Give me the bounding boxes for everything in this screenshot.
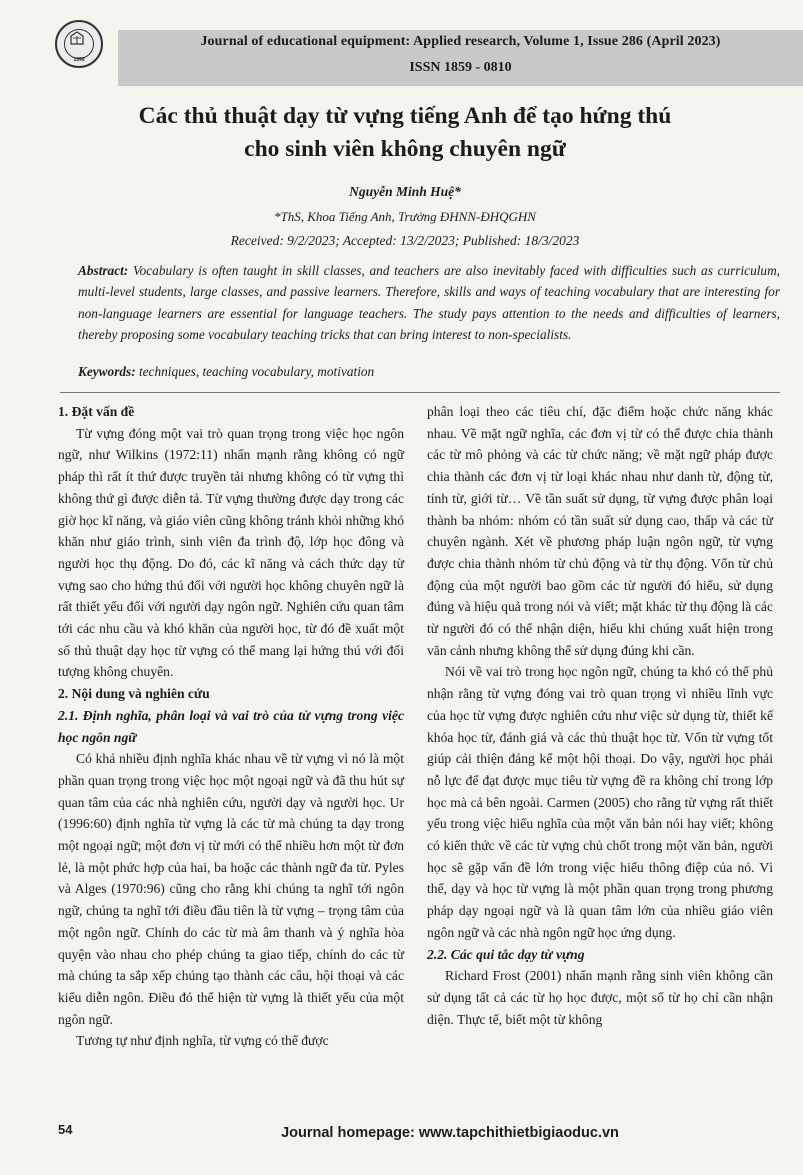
paragraph: Richard Frost (2001) nhấn mạnh rằng sinh viên không cần sử dụng tất cả các từ họ học được, một số từ họ chỉ cần nhận diện. Thực tế, biết một từ không [427, 968, 773, 1027]
keywords-text: techniques, teaching vocabulary, motivation [138, 364, 375, 379]
article-title [60, 100, 750, 166]
journal-info: Journal of educational equipment: Applied research, Volume 1, Issue 286 (April 2023) [200, 34, 721, 49]
journal-homepage: Journal homepage: www.tapchithietbigiaoduc.vn [281, 1125, 619, 1141]
heading-introduction: 1. Đặt vấn đề [58, 404, 135, 419]
subheading-rules: 2.2. Các qui tắc dạy từ vựng [427, 946, 585, 962]
paragraph: Nói về vai trò trong học ngôn ngữ, chúng ta khó có thể phủ nhận rằng từ vựng đóng vai trò quan trọng vì nhiều lĩnh vực của học từ vựng được nghiên cứu như việc sử dụng từ, thiết kế khóa học từ, đánh giá và các thủ thuật học từ. Vốn từ vựng tốt giúp cải thiện đáng kể một hội thoại. Do vậy, người học phải nỗ lực để đạt được mục tiêu từ vựng đề ra không chỉ trong lớp học mà cả bên ngoài. Carmen (2005) cho rằng từ vựng rất thiết yếu trong việc hiểu nghĩa của một văn bản nói hay viết; không có kiến thức về các từ vựng chủ chốt trong một văn bản, người học sẽ gặp vấn đề lớn trong việc hiểu thông điệp của nó. Vì thế, dạy và học từ vựng là một phần quan trọng trong phương pháp dạy ngoại ngữ và là quan tâm lớn của nhiều giáo viên ngôn ngữ và các nhà ngôn ngữ học ứng dụng. [427, 664, 773, 940]
keywords [78, 364, 780, 380]
issn: ISSN 1859 - 0810 [409, 60, 512, 75]
page-number: 54 [58, 1122, 73, 1137]
abstract-label: Abstract: [78, 263, 129, 278]
journal-logo [55, 20, 103, 68]
right-column [427, 401, 773, 1030]
logo-year: 1999 [73, 57, 85, 63]
paragraph: Có khá nhiều định nghĩa khác nhau về từ vựng vì nó là một phần quan trọng trong việc học một ngoại ngữ và đã thu hút sự quan tâm của các nhà nghiên cứu, người dạy và người học. Ur (1996:60) định nghĩa từ vựng là các từ mà chúng ta dạy trong một ngoại ngữ; một đơn vị từ mới có thể nhiều hơn một từ đơn lẻ, là một phức hợp của hai, ba hoặc các thành ngữ đa từ. Pyles và Alges (1970:96) cũng cho rằng khi chúng ta nghĩ tới ngôn ngữ, chúng ta nghĩ tới điều đầu tiên là từ vựng – trọng tâm của một ngôn ngữ. Chính do các từ mà âm thanh và ý nghĩa hòa quyện vào nhau cho phép chúng ta giao tiếp, chính do các từ mà chúng ta sắp xếp chúng tạo thành các câu, hội thoại và các kiểu diễn ngôn. Điều đó thể hiện từ vựng là thiết yếu của một ngôn ngữ. [58, 751, 404, 1027]
section-divider [60, 392, 780, 393]
title-line-1: Các thủ thuật dạy từ vựng tiếng Anh để tạo hứng thú [138, 103, 672, 129]
subheading-definition: 2.1. Định nghĩa, phân loại và vai trò của từ vựng trong việc học ngôn ngữ [58, 707, 404, 745]
paragraph: Từ vựng đóng một vai trò quan trọng trong việc học ngôn ngữ, như Wilkins (1972:11) nhấn mạnh rằng không có ngữ pháp thì rất ít thứ được truyền tải nhưng không có từ vựng thì không thứ gì được diễn tả. Từ vựng thường được dạy trong các giờ học kĩ năng, và giáo viên cũng không tránh khỏi những khó khăn như giáo trình, sinh viên đa trình độ, lớp học đông và người học thụ động. Do đó, các kĩ năng và cách thức dạy từ vựng sao cho hứng thú đối với người học không chuyên ngữ là rất thiết yếu đối với người dạy ngôn ngữ. Nghiên cứu quan tâm tới các nhu cầu và khó khăn của người học, từ đó đề xuất một số thủ thuật dạy học từ vựng có thể mang lại hứng thú với đối tượng không chuyên. [58, 425, 404, 680]
author-affiliation: *ThS, Khoa Tiếng Anh, Trường ĐHNN-ĐHQGHN [274, 209, 536, 224]
title-line-2: cho sinh viên không chuyên ngữ [244, 136, 566, 162]
paragraph: Tương tự như định nghĩa, từ vựng có thể được [76, 1033, 329, 1049]
abstract [78, 260, 780, 346]
abstract-text: Vocabulary is often taught in skill classes, and teachers are also inevitably faced with difficulties such as curriculum, multi-level students, large classes, and passive learners. Therefore, skills and ways of teaching vocabulary that are interesting for non-language learners are essential for language teachers. The study pays attention to the needs and difficulties of learners, thereby proposing some vocabulary teaching tricks that can bring interest to non-specialists. [78, 263, 780, 343]
publication-dates: Received: 9/2/2023; Accepted: 13/2/2023; Published: 18/3/2023 [230, 233, 580, 248]
book-icon [70, 31, 84, 45]
keywords-label: Keywords: [78, 364, 136, 379]
author-name: Nguyễn Minh Huệ* [349, 184, 461, 199]
paragraph: phân loại theo các tiêu chí, đặc điểm hoặc chức năng khác nhau. Về mặt ngữ nghĩa, các đơn vị từ có thể được chia thành các từ mô phỏng và các từ chức năng; về mặt ngữ pháp được chia thành các đơn vị từ loại khác nhau như danh từ, động từ, tính từ, giới từ… Về tần suất sử dụng, từ vựng được phân loại thành ba nhóm: nhóm có tần suất sử dụng cao, thấp và các từ chuyên ngành. Xét về phương pháp luận ngôn ngữ, từ vựng được chia thành nhóm từ chủ động và từ thụ động. Vốn từ chủ động của một người bao gồm các từ người đó hiểu, sử dụng đúng và hiệu quả trong nói và viết; mặt khác từ thụ động là các từ người đó có thể nhận diện, hiểu khi chúng xuất hiện trong văn cảnh nhưng không thể sử dụng đúng khi cần. [427, 404, 773, 658]
left-column [58, 401, 404, 1052]
heading-content: 2. Nội dung và nghiên cứu [58, 686, 210, 702]
